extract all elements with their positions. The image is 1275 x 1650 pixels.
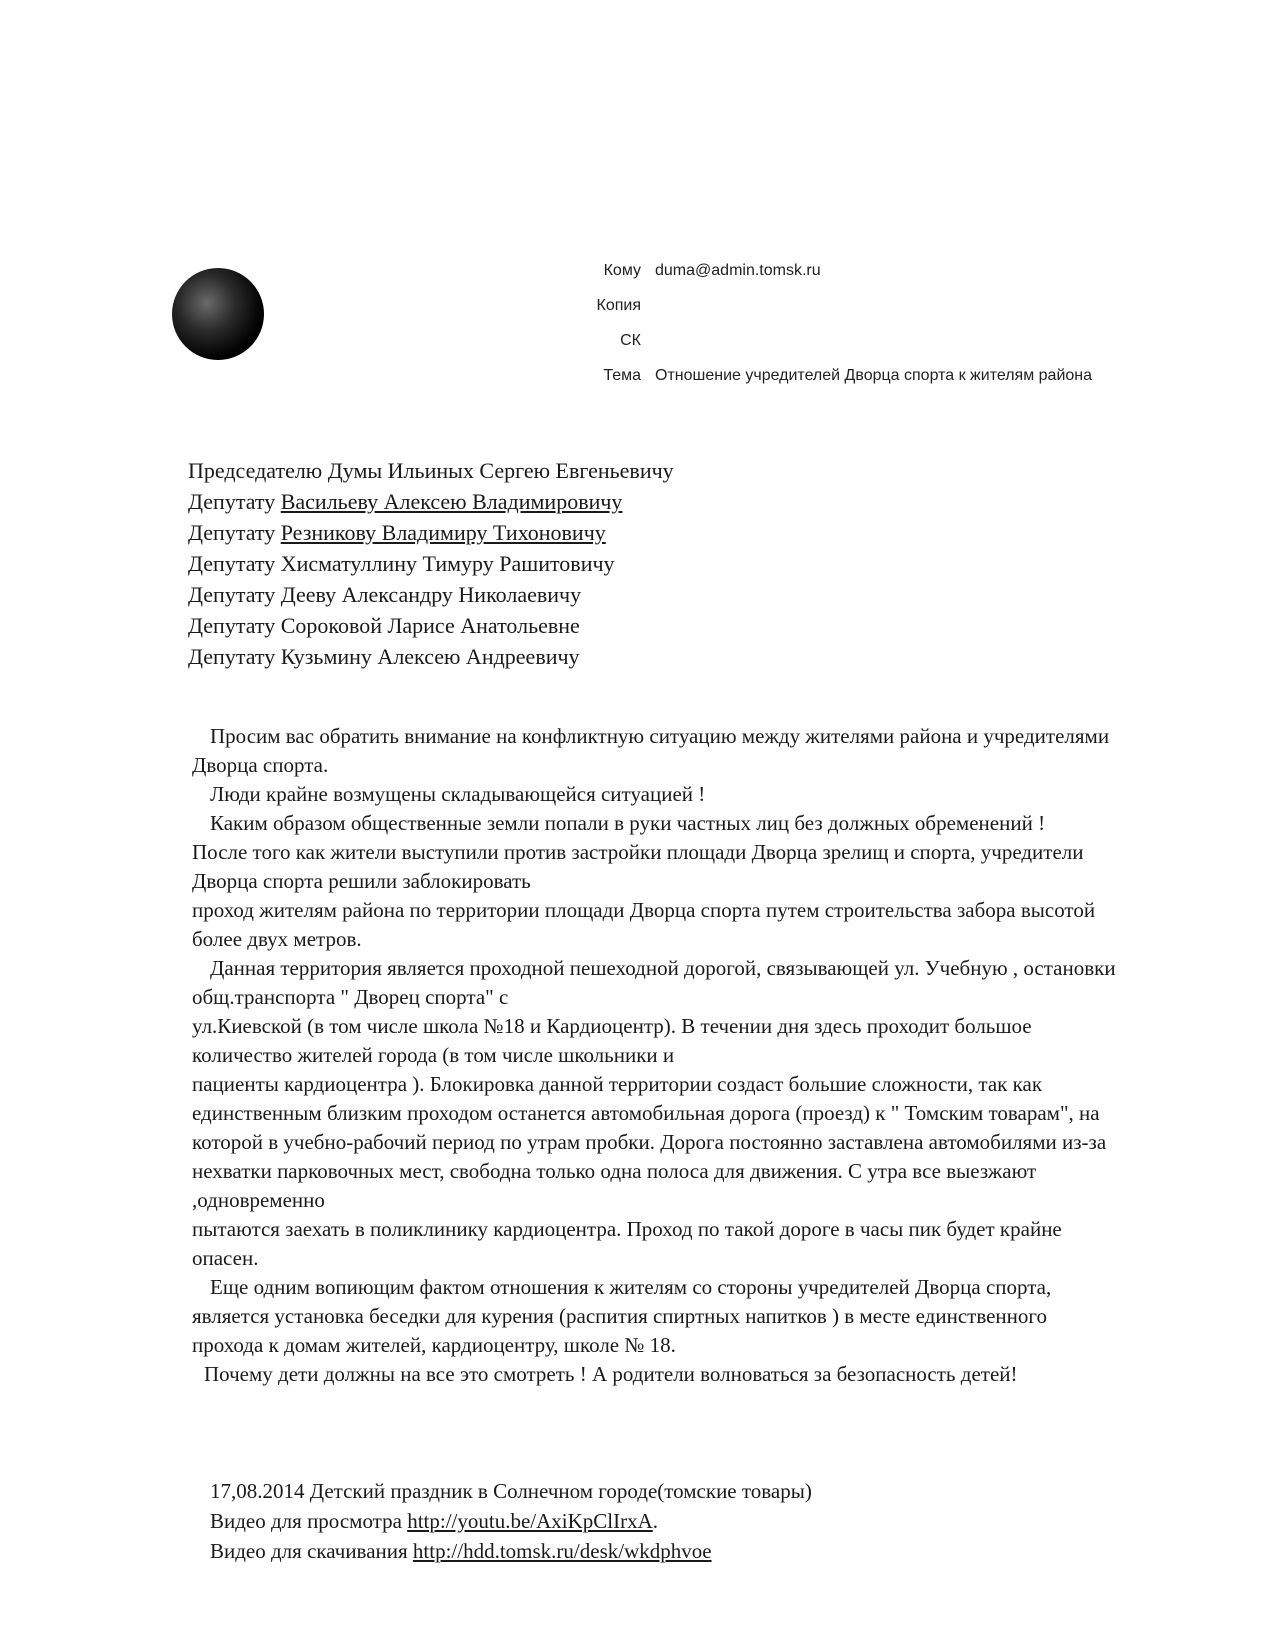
paragraph: Каким образом общественные земли попали в руки частных лиц без должных обременений ! (210, 811, 1046, 835)
recipient-name: Дееву Александру Николаевичу (280, 582, 582, 607)
subject-value: Отношение учредителей Дворца спорта к жителям района (655, 367, 1093, 384)
to-row (560, 258, 1120, 283)
subject-row (560, 363, 1120, 388)
to-value: duma@admin.tomsk.ru (655, 262, 821, 279)
paragraph: пациенты кардиоцентра ). Блокировка данной территории создаст большие сложности, так как единственным близким проходом останется автомобильная дорога (проезд) к " Томским товарам", на которой в учебно-рабочий период по утрам пробки. Дорога постоянно заставлена автомобилями из-за нехватки парковочных мест, свободна только одна полоса для движения. С утра все выезжают ,одновременно (192, 1072, 1107, 1212)
paragraph: проход жителям района по территории площади Дворца спорта путем строительства забора высотой более двух метров. (192, 898, 1096, 951)
event-line: 17,08.2014 Детский праздник в Солнечном городе(томские товары) (210, 1479, 812, 1503)
recipient-title: Депутату (188, 520, 276, 545)
recipient-name: Кузьмину Алексею Андреевичу (280, 644, 580, 669)
download-line (210, 1536, 812, 1566)
recipient-line (188, 517, 674, 548)
paragraph: Просим вас обратить внимание на конфликтную ситуацию между жителями района и учредителями Дворца спорта. (192, 724, 1110, 777)
paragraph: пытаются заехать в поликлинику кардиоцентра. Проход по такой дороге в часы пик будет крайне опасен. (192, 1217, 1062, 1270)
recipient-title: Депутату (188, 489, 276, 514)
recipient-line (188, 641, 674, 672)
subject-label: Тема (603, 367, 641, 384)
cc-value (655, 293, 1120, 318)
recipient-title: Депутату (188, 644, 276, 669)
recipient-title: Депутату (188, 551, 276, 576)
sender-avatar (172, 268, 264, 360)
watch-line (210, 1506, 812, 1536)
recipient-line (188, 486, 674, 517)
recipient-line (188, 548, 674, 579)
recipient-title: Председателю Думы (188, 458, 383, 483)
recipient-name: Васильеву Алексею Владимировичу (280, 489, 623, 514)
watch-video-link[interactable]: http://youtu.be/AxiKpClIrxA (407, 1509, 653, 1533)
paragraph: После того как жители выступили против застройки площади Дворца зрелищ и спорта, учредители Дворца спорта решили заблокировать (192, 840, 1084, 893)
recipient-name: Резникову Владимиру Тихоновичу (280, 520, 606, 545)
recipient-line (188, 455, 674, 486)
paragraph: ул.Киевской (в том числе школа №18 и Кардиоцентр). В течении дня здесь проходит большое количество жителей города (в том числе школьники и (192, 1014, 1032, 1067)
download-video-link[interactable]: http://hdd.tomsk.ru/desk/wkdphvoe (412, 1539, 712, 1563)
recipient-name: Сороковой Ларисе Анатольевне (280, 613, 580, 638)
recipient-line (188, 579, 674, 610)
recipient-name: Хисматуллину Тимуру Рашитовичу (280, 551, 615, 576)
bcc-row (560, 328, 1120, 353)
recipient-line (188, 610, 674, 641)
recipient-title: Депутату (188, 613, 276, 638)
bcc-value (655, 328, 1120, 353)
recipient-name: Ильиных Сергею Евгеньевичу (387, 458, 674, 483)
letter-body (192, 722, 1122, 1389)
recipient-title: Депутату (188, 582, 276, 607)
video-links (210, 1476, 812, 1566)
email-header (560, 258, 1120, 398)
bcc-label: СК (620, 332, 641, 349)
to-label: Кому (603, 262, 641, 279)
download-label: Видео для скачивания (210, 1539, 408, 1563)
paragraph: Еще одним вопиющим фактом отношения к жителям со стороны учредителей Дворца спорта, является установка беседки для курения (распития спиртных напитков ) в месте единственного прохода к домам жителей, кардиоцентру, школе № 18. (192, 1275, 1052, 1357)
cc-row (560, 293, 1120, 318)
paragraph: Данная территория является проходной пешеходной дорогой, связывающей ул. Учебную , остановки общ.транспорта " Дворец спорта" с (192, 956, 1116, 1009)
watch-label: Видео для просмотра (210, 1509, 402, 1533)
watch-suffix: . (652, 1509, 659, 1533)
cc-label: Копия (596, 297, 641, 314)
paragraph: Люди крайне возмущены складывающейся ситуацией ! (210, 782, 706, 806)
recipients-list (188, 455, 674, 672)
paragraph: Почему дети должны на все это смотреть ! А родители волноваться за безопасность детей! (204, 1362, 1018, 1386)
